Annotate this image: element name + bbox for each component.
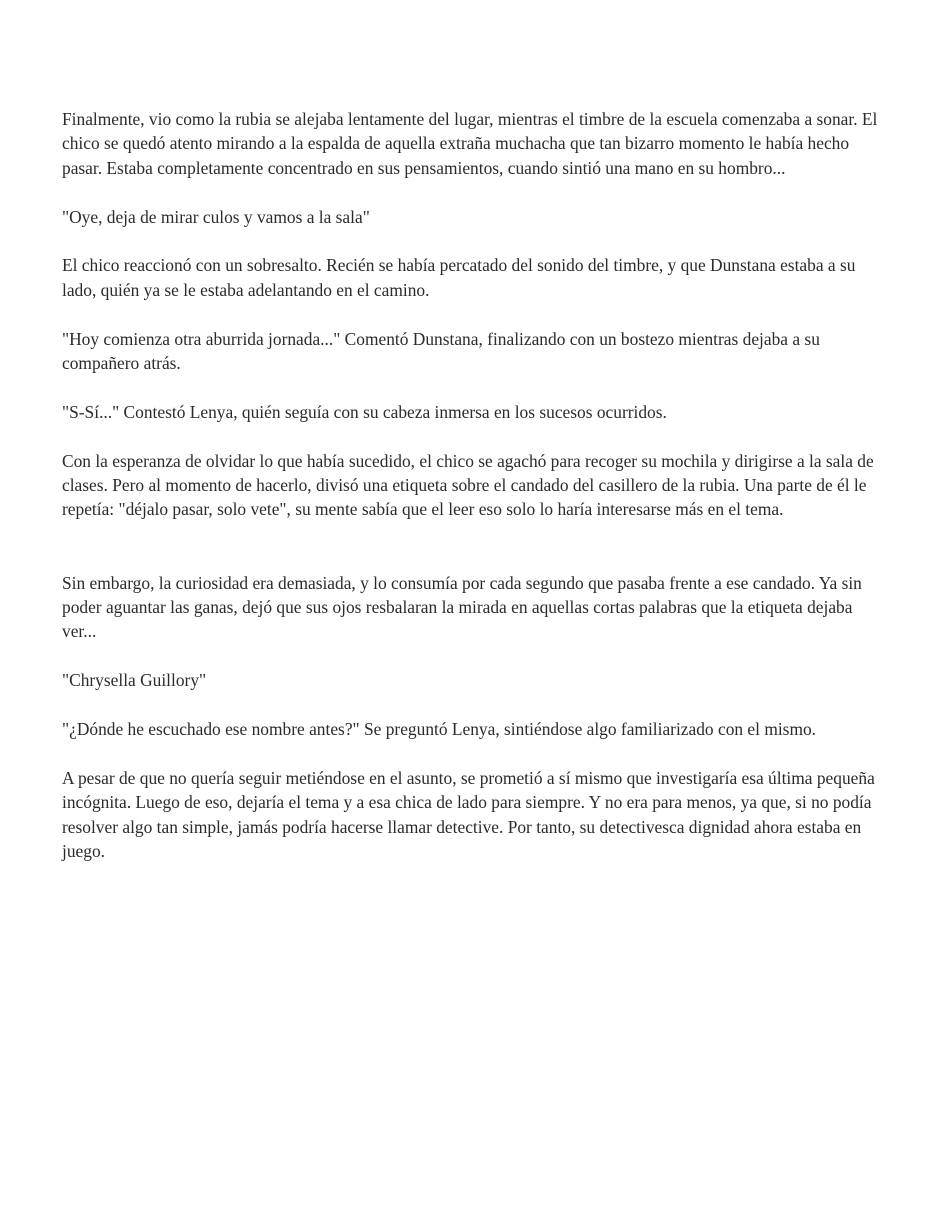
paragraph-10: A pesar de que no quería seguir metiéndose en el asunto, se prometió a sí mismo que investigaría esa última pequeña incógnita. Luego de eso, dejaría el tema y a esa chica de lado para siempre. Y no era para menos, ya que, si no podía resolver algo tan simple, jamás podría hacerse llamar detective. Por tanto, su detectivesca dignidad ahora estaba en juego. <box>62 767 875 862</box>
paragraph-2: "Oye, deja de mirar culos y vamos a la sala" <box>62 206 370 227</box>
paragraph-4: "Hoy comienza otra aburrida jornada..." Comentó Dunstana, finalizando con un bostezo mientras dejaba a su compañero atrás. <box>62 328 820 374</box>
paragraph-6: Con la esperanza de olvidar lo que había sucedido, el chico se agachó para recoger su mochila y dirigirse a la sala de clases. Pero al momento de hacerlo, divisó una etiqueta sobre el candado del casillero de la rubia. Una parte de él le repetía: "déjalo pasar, solo vete", su mente sabía que el leer eso solo lo haría interesarse más en el tema. <box>62 450 874 520</box>
paragraph-7: Sin embargo, la curiosidad era demasiada, y lo consumía por cada segundo que pasaba frente a ese candado. Ya sin poder aguantar las ganas, dejó que sus ojos resbalaran la mirada en aquellas cortas palabras que la etiqueta dejaba ver... <box>62 572 862 642</box>
paragraph-1: Finalmente, vio como la rubia se alejaba lentamente del lugar, mientras el timbre de la escuela comenzaba a sonar. El chico se quedó atento mirando a la espalda de aquella extraña muchacha que tan bizarro momento le había hecho pasar. Estaba completamente concentrado en sus pensamientos, cuando sintió una mano en su hombro... <box>62 109 878 178</box>
paragraph-5: "S-Sí..." Contestó Lenya, quién seguía con su cabeza inmersa en los sucesos ocurridos. <box>62 401 667 422</box>
blank-line <box>62 546 880 570</box>
paragraph-9: "¿Dónde he escuchado ese nombre antes?" Se preguntó Lenya, sintiéndose algo familiarizado con el mismo. <box>62 719 817 740</box>
paragraph-8: "Chrysella Guillory" <box>62 670 207 691</box>
document-page <box>62 107 880 888</box>
paragraph-3: El chico reaccionó con un sobresalto. Recién se había percatado del sonido del timbre, y que Dunstana estaba a su lado, quién ya se le estaba adelantando en el camino. <box>62 255 856 300</box>
